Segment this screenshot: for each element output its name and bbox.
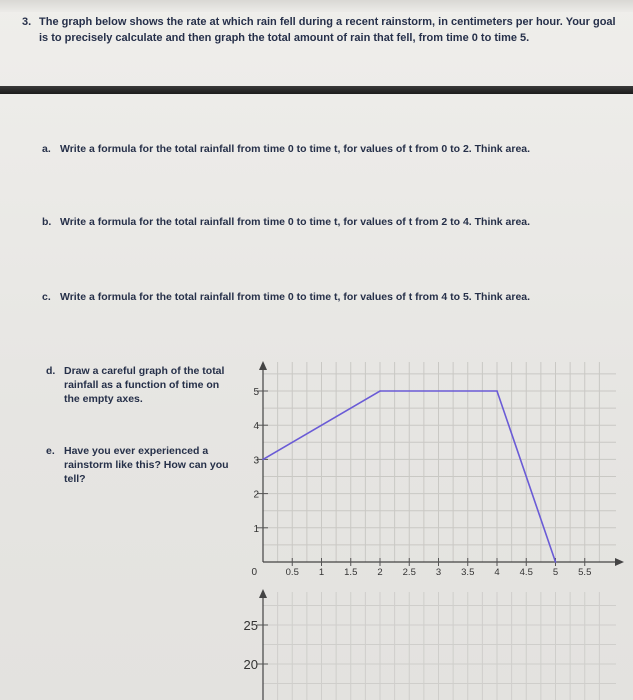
y-axis-arrow	[259, 589, 267, 598]
rate-data-point	[379, 390, 381, 392]
x-tick-label: 5	[552, 567, 559, 578]
x-tick-label: 3.5	[461, 567, 475, 578]
rate-data-point	[496, 390, 498, 392]
x-tick-label: 2.5	[402, 567, 416, 578]
total-graph-tick-labels	[244, 618, 258, 672]
part-label: b.	[42, 216, 52, 228]
y-tick-label: 3	[253, 455, 259, 467]
rate-data-point	[262, 459, 264, 461]
x-tick-label: 2	[377, 567, 383, 578]
origin-label: 0	[251, 567, 257, 578]
y-tick-label: 1	[253, 523, 259, 535]
question-text: The graph below shows the rate at which rain fell during a recent rainstorm, in centimeters per hour. Your goal is to precisely calculate and then graph the total amount of rain that fell, from time 0 to time 5.	[39, 16, 616, 44]
rate-graph-grid	[263, 362, 616, 562]
total-graph-grid	[263, 592, 616, 700]
part-label: e.	[46, 445, 55, 457]
part-label: c.	[42, 291, 51, 303]
rate-data-point	[555, 561, 557, 563]
question-number: 3.	[22, 16, 32, 28]
y-axis-arrow	[259, 361, 267, 370]
y-tick-label: 5	[253, 387, 259, 398]
x-tick-label: 4.5	[519, 567, 533, 578]
y-tick-label: 4	[253, 421, 259, 433]
x-tick-label: 0.5	[285, 567, 299, 578]
x-axis-arrow	[615, 558, 624, 566]
part-text: Have you ever experienced a rainstorm like this? How can you tell?	[64, 445, 229, 485]
x-tick-label: 5.5	[578, 567, 592, 578]
y-tick-label: 20	[243, 657, 258, 672]
x-tick-label: 3	[435, 567, 442, 578]
rate-graph-tick-labels	[251, 387, 591, 578]
part-label: d.	[46, 365, 56, 377]
x-tick-label: 1.5	[344, 567, 358, 578]
part-text: Write a formula for the total rainfall from time 0 to time t, for values of t from 4 to 5. Think area.	[60, 291, 531, 303]
part-label: a.	[42, 143, 51, 155]
part-text: Write a formula for the total rainfall from time 0 to time t, for values of t from 2 to 4. Think area.	[60, 216, 531, 228]
y-tick-label: 2	[253, 489, 259, 501]
part-text: Write a formula for the total rainfall from time 0 to time t, for values of t from 0 to 2. Think area.	[60, 143, 531, 155]
x-tick-label: 4	[494, 567, 500, 578]
x-tick-label: 1	[318, 567, 325, 578]
y-tick-label: 25	[243, 618, 258, 633]
part-text: Draw a careful graph of the total rainfall as a function of time on the empty axes.	[64, 365, 225, 405]
